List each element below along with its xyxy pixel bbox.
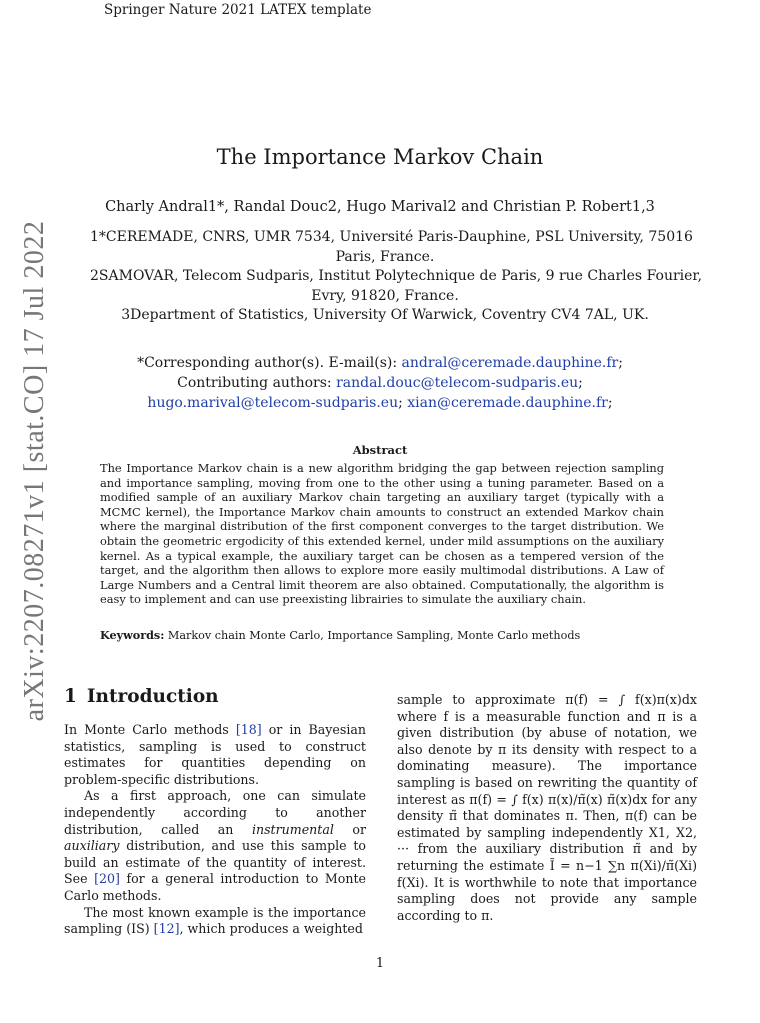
template-header: Springer Nature 2021 LATEX template xyxy=(104,2,372,18)
author-list: Charly Andral1*, Randal Douc2, Hugo Marival2 and Christian P. Robert1,3 xyxy=(105,199,655,215)
affiliation-samovar-city: Evry, 91820, France. xyxy=(311,287,459,304)
paper-title: The Importance Markov Chain xyxy=(216,145,544,169)
arxiv-identifier-text: arXiv:2207.08271v1 [stat.CO] 17 Jul 2022 xyxy=(19,220,50,722)
intro-paragraph-2 xyxy=(64,788,366,904)
abstract-text: The Importance Markov chain is a new algorithm bridging the gap between rejection sampling and importance sampling, moving from one to the other using a tuning parameter. Based on a modified sample of an auxiliary Markov chain targeting an auxiliary target (typically with a MCMC kernel), the Importance Markov chain amounts to construct an extended Markov chain where the marginal distribution of the first component converges to the target distribution. We obtain the geometric ergodicity of this extended kernel, under mild assumptions on the auxiliary kernel. As a typical example, the auxiliary target can be chosen as a tempered version of the target, and the algorithm then allows to explore more easily multimodal distributions. A Law of Large Numbers and a Central limit theorem are also obtained. Computationally, the algorithm is easy to implement and can use preexisting librairies to simulate the auxiliary chain. xyxy=(100,461,664,607)
keywords-line xyxy=(100,628,664,642)
correspondence-block: *Corresponding author(s). E-mail(s): andral@ceremade.dauphine.fr; Contributing authors: randal.douc@telecom-sudparis.eu; hugo.marival@telecom-sudparis.eu; xian@ceremade.dauphine.fr; xyxy=(137,355,623,411)
email-link-andral[interactable]: andral@ceremade.dauphine.fr xyxy=(401,355,619,371)
intro-text: or in Bayesian statistics, sampling is used to construct estimates for quantities depending on problem-specific distributions. xyxy=(64,722,366,787)
affiliation-samovar: 2SAMOVAR, Telecom Sudparis, Institut Polytechnique de Paris, 9 rue Charles Fourier, xyxy=(90,268,703,284)
intro-text: As a first approach, one can simulate independently according to another distribution, called an xyxy=(64,788,366,837)
section-title: Introduction xyxy=(86,686,219,707)
section-heading-introduction xyxy=(64,686,219,707)
intro-text: , which produces a weighted xyxy=(179,921,363,937)
intro-text: distribution, and use this sample to build an estimate of the quantity of interest. See xyxy=(64,838,366,887)
email-link-robert[interactable]: xian@ceremade.dauphine.fr xyxy=(407,395,608,411)
page-number: 1 xyxy=(375,956,385,971)
right-column xyxy=(397,692,697,924)
corresponding-label: *Corresponding author(s). E-mail(s): xyxy=(137,355,398,371)
term-auxiliary: auxiliary xyxy=(64,838,120,854)
affiliation-warwick: 3Department of Statistics, University Of Warwick, Coventry CV4 7AL, UK. xyxy=(121,307,649,323)
email-link-douc[interactable]: randal.douc@telecom-sudparis.eu xyxy=(336,375,579,391)
intro-paragraph-1 xyxy=(64,722,366,788)
contributing-label: Contributing authors: xyxy=(177,375,332,391)
email-link-marival[interactable]: hugo.marival@telecom-sudparis.eu xyxy=(147,395,399,411)
affiliation-ceremade-city: Paris, France. xyxy=(335,248,435,265)
intro-paragraph-importance-sampling: sample to approximate π(f) = ∫ f(x)π(x)dx where f is a measurable function and π is a given distribution (by abuse of notation, we also denote by π its density with respect to a dominating measure). The importance sampling is based on rewriting the quantity of interest as π(f) = ∫ f(x) π(x)/π̃(x) π̃(x)dx for any density π̃ that dominates π. Then, π(f) can be estimated by sampling independently X1, X2, ··· from the auxiliary distribution π̃ and by returning the estimate Ĩ = n−1 ∑n π(Xi)/π̃(Xi) f(Xi). It is worthwhile to note that importance sampling does not provide any sample according to π. xyxy=(397,692,697,923)
keywords-label: Keywords: xyxy=(100,628,165,642)
term-instrumental: instrumental xyxy=(251,821,334,837)
intro-text: or xyxy=(352,821,366,837)
citation-18[interactable]: [18] xyxy=(235,722,262,737)
citation-20[interactable]: [20] xyxy=(94,871,120,887)
abstract-heading: Abstract xyxy=(352,443,408,457)
affiliations xyxy=(90,228,703,326)
arxiv-identifier-stamp xyxy=(16,220,54,722)
intro-text: The most known example is the importance sampling (IS) xyxy=(64,904,366,937)
keywords-text: Markov chain Monte Carlo, Importance Sampling, Monte Carlo methods xyxy=(167,629,581,642)
intro-text: In Monte Carlo methods xyxy=(64,722,229,737)
left-column xyxy=(64,722,366,938)
intro-text: for a general introduction to Monte Carlo methods. xyxy=(64,871,366,903)
intro-paragraph-3 xyxy=(64,905,366,938)
affiliation-ceremade: 1*CEREMADE, CNRS, UMR 7534, Université Paris-Dauphine, PSL University, 75016 xyxy=(90,229,693,245)
citation-12[interactable]: [12] xyxy=(153,921,180,937)
section-number: 1 xyxy=(64,686,77,707)
